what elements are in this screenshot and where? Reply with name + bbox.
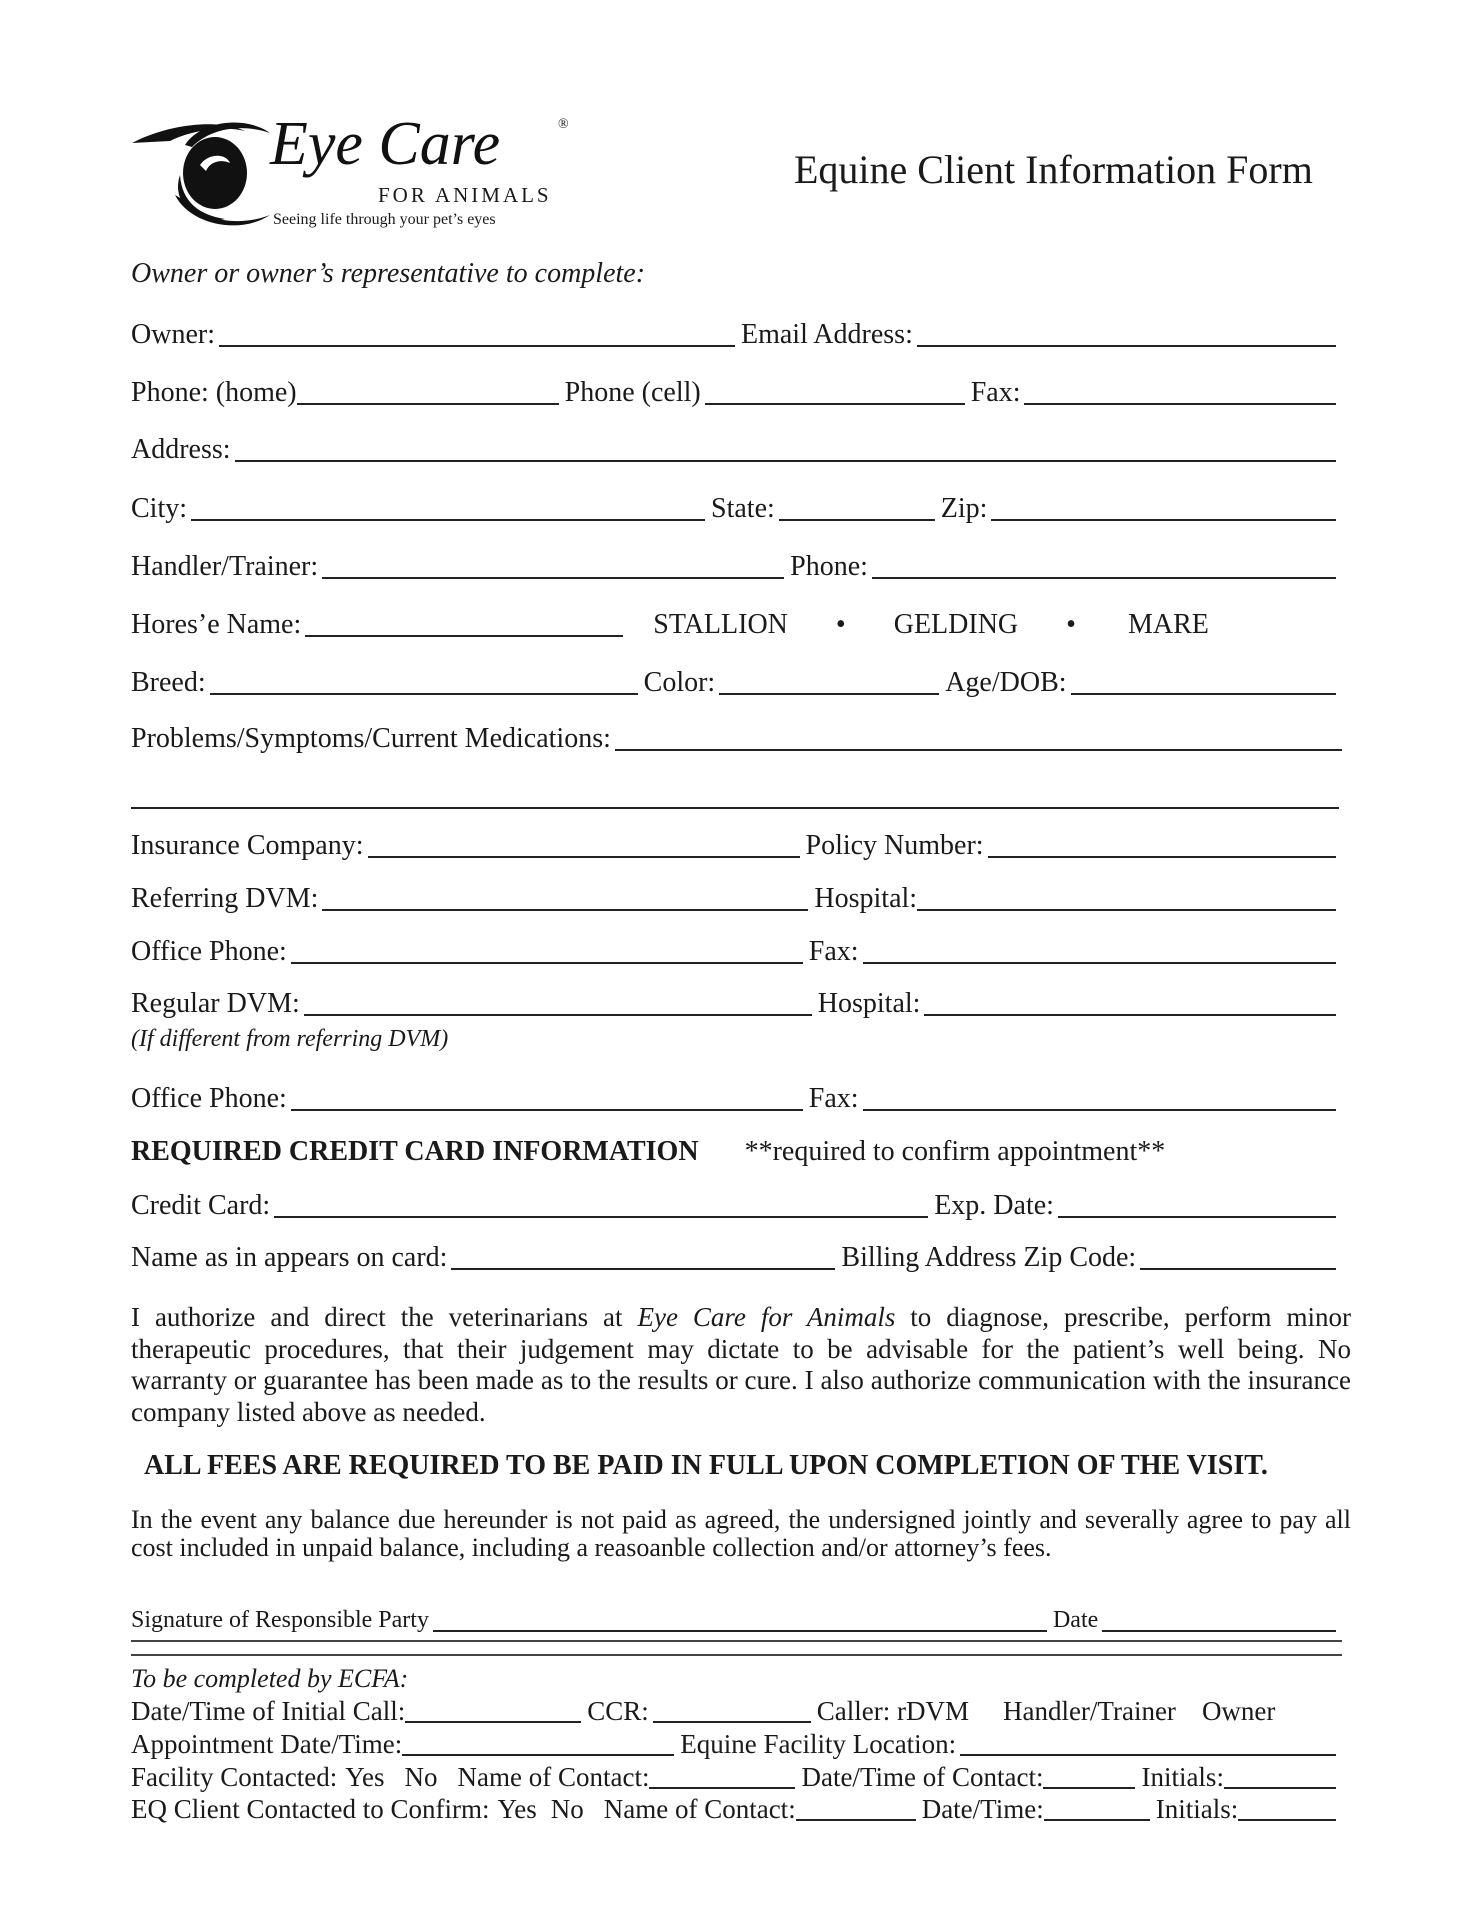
regular-hospital-field[interactable] [924, 990, 1336, 1016]
policy-field[interactable] [988, 832, 1336, 858]
credit-card-label: Credit Card: [131, 1190, 271, 1221]
handler-phone-label: Phone: [790, 551, 868, 582]
logo-brand: Eye Care [270, 110, 501, 178]
address-label: Address: [131, 434, 231, 465]
card-name-field[interactable] [451, 1244, 835, 1270]
row-breed [131, 666, 1342, 700]
email-label: Email Address: [740, 319, 913, 350]
row-client-confirm [131, 1792, 1342, 1826]
facility-initials-label: Initials: [1141, 1762, 1224, 1792]
breed-field[interactable] [210, 669, 638, 695]
row-referring [131, 882, 1342, 916]
initial-call-field[interactable] [405, 1697, 581, 1723]
logo-subtitle: FOR ANIMALS [378, 183, 552, 207]
billing-zip-label: Billing Address Zip Code: [841, 1242, 1137, 1273]
phone-home-field[interactable] [297, 379, 559, 405]
state-field[interactable] [779, 495, 935, 521]
zip-field[interactable] [991, 495, 1336, 521]
client-yes[interactable]: Yes [497, 1794, 537, 1824]
appointment-field[interactable] [402, 1730, 674, 1756]
client-datetime-field[interactable] [1044, 1795, 1150, 1821]
horse-name-label: Hores’e Name: [131, 609, 302, 640]
phone-cell-label: Phone (cell) [564, 377, 701, 408]
client-confirm-label: EQ Client Contacted to Confirm: [131, 1794, 490, 1824]
fees-notice: ALL FEES ARE REQUIRED TO BE PAID IN FULL UPON COMPLETION OF THE VISIT. [144, 1450, 1268, 1481]
handler-field[interactable] [322, 553, 784, 579]
hospital-field[interactable] [917, 885, 1336, 911]
zip-label: Zip: [940, 493, 988, 524]
row-problems [131, 722, 1342, 756]
owner-label: Owner: [131, 319, 215, 350]
phone-home-label: Phone: (home) [131, 377, 297, 408]
authorization-paragraph [131, 1302, 1351, 1428]
ccr-label: CCR: [587, 1696, 649, 1726]
city-field[interactable] [191, 495, 705, 521]
logo-tagline: Seeing life through your pet’s eyes [273, 211, 496, 228]
facility-location-field[interactable] [960, 1730, 1336, 1756]
signature-date-label: Date [1052, 1607, 1099, 1633]
phone-cell-field[interactable] [705, 379, 965, 405]
client-initials-label: Initials: [1155, 1794, 1239, 1824]
caller-rdvm[interactable]: Caller: rDVM [816, 1696, 969, 1726]
office-phone-field[interactable] [291, 938, 803, 964]
row-signature [131, 1603, 1342, 1637]
billing-zip-field[interactable] [1140, 1244, 1336, 1270]
facility-initials-field[interactable] [1224, 1763, 1336, 1789]
age-label: Age/DOB: [945, 667, 1067, 698]
insurance-field[interactable] [368, 832, 800, 858]
row-handler [131, 550, 1342, 584]
problems-field[interactable] [615, 725, 1342, 751]
client-name-contact-field[interactable] [796, 1795, 916, 1821]
facility-location-label: Equine Facility Location: [680, 1729, 957, 1759]
color-field[interactable] [719, 669, 939, 695]
regular-dvm-label: Regular DVM: [131, 988, 300, 1019]
row-credit-heading [131, 1135, 1342, 1169]
problems-field-line-2[interactable] [131, 807, 1339, 809]
exp-date-field[interactable] [1058, 1192, 1336, 1218]
regular-office-phone-field[interactable] [291, 1085, 803, 1111]
regular-office-fax-field[interactable] [863, 1085, 1336, 1111]
client-name-contact-label: Name of Contact: [603, 1794, 796, 1824]
office-fax-label: Fax: [808, 936, 859, 967]
office-fax-field[interactable] [863, 938, 1336, 964]
authorization-pre: I authorize and direct the veterinarians at [131, 1302, 638, 1332]
row-office-phone-2 [131, 1082, 1342, 1116]
authorization-post: to diagnose, prescribe, perform minor therapeutic procedures, that their judgement may dictate to be advisable for the patient’s well being. No warranty or guarantee has been made as to the results or cure. I also authorize communication with the insurance company listed above as needed. [131, 1302, 1351, 1427]
regular-hospital-label: Hospital: [817, 988, 921, 1019]
color-label: Color: [643, 667, 716, 698]
signature-field[interactable] [433, 1606, 1047, 1632]
appointment-label: Appointment Date/Time: [131, 1729, 403, 1759]
handler-label: Handler/Trainer: [131, 551, 319, 582]
signature-date-field[interactable] [1102, 1606, 1336, 1632]
row-credit-card [131, 1189, 1342, 1223]
row-phones [131, 376, 1342, 410]
row-horse [131, 608, 1342, 642]
eye-care-logo [130, 110, 580, 240]
fax-field[interactable] [1024, 379, 1336, 405]
fax-label: Fax: [970, 377, 1021, 408]
hospital-label: Hospital: [814, 883, 918, 914]
separator [131, 1640, 1342, 1656]
facility-no[interactable]: No [404, 1762, 438, 1792]
row-office-phone [131, 935, 1342, 969]
row-owner [131, 318, 1342, 352]
row-insurance [131, 829, 1342, 863]
intro-text: Owner or owner’s representative to complete: [131, 258, 646, 289]
balance-notice: In the event any balance due hereunder is not paid as agreed, the undersigned jointly and severally agree to pay all cost included in unpaid balance, including a reasoanble collection and/or attorney’s fees. [131, 1505, 1351, 1562]
client-no[interactable]: No [550, 1794, 584, 1824]
caller-owner[interactable]: Owner [1201, 1696, 1276, 1726]
facility-datetime-field[interactable] [1043, 1763, 1135, 1789]
facility-contacted-label: Facility Contacted: [131, 1762, 338, 1792]
initial-call-label: Date/Time of Initial Call: [131, 1696, 406, 1726]
credit-card-field[interactable] [274, 1192, 928, 1218]
row-city [131, 492, 1342, 526]
row-card-name [131, 1241, 1342, 1275]
row-regular [131, 987, 1342, 1021]
registered-mark: ® [558, 117, 569, 132]
policy-label: Policy Number: [805, 830, 984, 861]
owner-field[interactable] [219, 321, 735, 347]
facility-datetime-label: Date/Time of Contact: [801, 1762, 1044, 1792]
client-initials-field[interactable] [1238, 1795, 1336, 1821]
ccr-field[interactable] [653, 1697, 811, 1723]
address-field[interactable] [235, 436, 1336, 462]
horse-name-field[interactable] [305, 611, 623, 637]
option-gelding[interactable]: GELDING [893, 609, 1019, 640]
row-address [131, 433, 1342, 467]
exp-date-label: Exp. Date: [934, 1190, 1054, 1221]
row-facility-contacted [131, 1760, 1342, 1794]
office-heading: To be completed by ECFA: [131, 1664, 409, 1693]
credit-note: **required to confirm appointment** [744, 1136, 1166, 1167]
caller-handler[interactable]: Handler/Trainer [1002, 1696, 1176, 1726]
office-phone-label: Office Phone: [131, 1083, 287, 1114]
breed-label: Breed: [131, 667, 206, 698]
card-name-label: Name as in appears on card: [131, 1242, 448, 1273]
referring-dvm-field[interactable] [322, 885, 808, 911]
client-datetime-label: Date/Time: [921, 1794, 1044, 1824]
office-phone-label: Office Phone: [131, 936, 287, 967]
handler-phone-field[interactable] [872, 553, 1336, 579]
signature-label: Signature of Responsible Party [131, 1607, 429, 1633]
option-stallion[interactable]: STALLION [653, 609, 788, 640]
state-label: State: [711, 493, 775, 524]
facility-name-contact-field[interactable] [649, 1763, 795, 1789]
city-label: City: [131, 493, 188, 524]
problems-label: Problems/Symptoms/Current Medications: [131, 723, 611, 754]
age-field[interactable] [1071, 669, 1336, 695]
regular-dvm-field[interactable] [304, 990, 812, 1016]
bullet-separator: • [1066, 609, 1076, 640]
office-fax-label: Fax: [808, 1083, 859, 1114]
credit-heading: REQUIRED CREDIT CARD INFORMATION [131, 1136, 699, 1167]
referring-dvm-label: Referring DVM: [131, 883, 319, 914]
facility-yes[interactable]: Yes [345, 1762, 385, 1792]
regular-dvm-note: (If different from referring DVM) [131, 1026, 449, 1052]
page-title: Equine Client Information Form [794, 147, 1313, 192]
facility-name-contact-label: Name of Contact: [457, 1762, 650, 1792]
insurance-label: Insurance Company: [131, 830, 364, 861]
authorization-brand: Eye Care for Animals [637, 1302, 896, 1332]
option-mare[interactable]: MARE [1127, 609, 1209, 640]
bullet-separator: • [835, 609, 846, 640]
row-appointment [131, 1727, 1342, 1761]
email-field[interactable] [917, 321, 1336, 347]
row-initial-call [131, 1694, 1342, 1728]
